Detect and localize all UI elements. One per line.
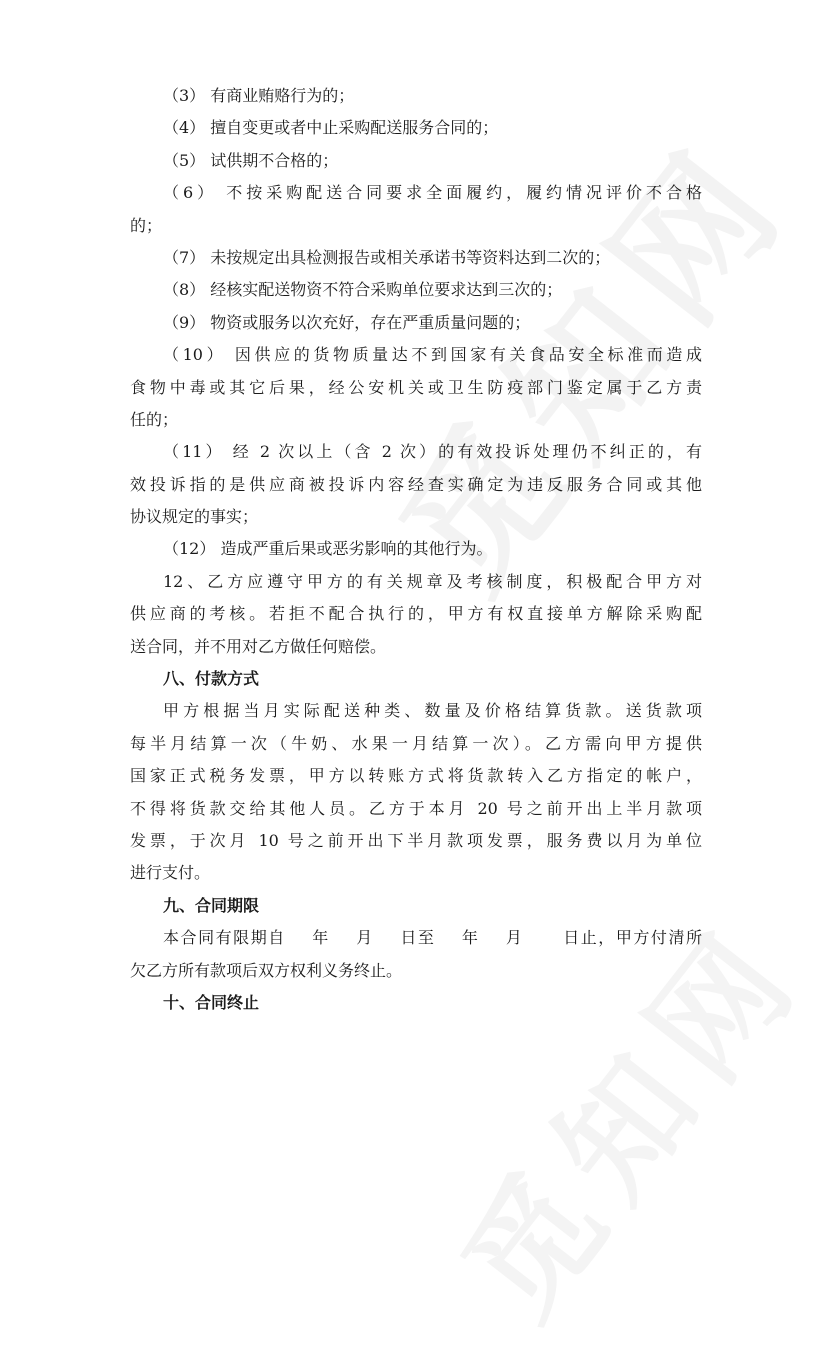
item-12-line-2: 供应商的考核。若拒不配合执行的，甲方有权直接单方解除采购配 [130, 604, 702, 624]
section-heading-payment: 八、付款方式 [163, 669, 260, 689]
clause-12: （12） 造成严重后果或恶劣影响的其他行为。 [163, 539, 493, 559]
payment-line-1: 甲方根据当月实际配送种类、数量及价格结算货款。送货款项 [163, 701, 702, 721]
clause-11-line-2: 效投诉指的是供应商被投诉内容经查实确定为违反服务合同或其他 [130, 474, 702, 494]
clause-4: （4） 擅自变更或者中止采购配送服务合同的； [163, 118, 499, 138]
contract-text [130, 80, 702, 1019]
clause-5: （5） 试供期不合格的； [163, 150, 339, 170]
clause-3: （3） 有商业贿赂行为的； [163, 86, 355, 105]
clause-11-line-3: 协议规定的事实； [130, 507, 259, 527]
section-heading-term: 九、合同期限 [163, 895, 260, 915]
clause-10-line-2: 食物中毒或其它后果，经公安机关或卫生防疫部门鉴定属于乙方责 [130, 377, 702, 397]
term-line-1: 本合同有限期自 年 月 日至 年 月 日止，甲方付清所 [163, 928, 702, 948]
clause-6-line-1: （6） 不按采购配送合同要求全面履约，履约情况评价不合格 [163, 183, 702, 203]
clause-9: （9） 物资或服务以次充好，存在严重质量问题的； [163, 312, 531, 332]
clause-6-line-2: 的； [130, 215, 163, 235]
payment-line-2: 每半月结算一次（牛奶、水果一月结算一次）。乙方需向甲方提供 [130, 733, 702, 753]
clause-10-line-1: （10） 因供应的货物质量达不到国家有关食品安全标准而造成 [163, 345, 702, 365]
payment-line-5: 发票，于次月 10 号之前开出下半月款项发票，服务费以月为单位 [130, 830, 702, 850]
payment-line-4: 不得将货款交给其他人员。乙方于本月 20 号之前开出上半月款项 [130, 798, 702, 818]
item-12-line-1: 12、乙方应遵守甲方的有关规章及考核制度，积极配合甲方对 [163, 571, 702, 591]
clause-11-line-1: （11） 经 2 次以上（含 2 次）的有效投诉处理仍不纠正的，有 [163, 442, 702, 462]
payment-line-6: 进行支付。 [130, 863, 211, 883]
term-line-2: 欠乙方所有款项后双方权利义务终止。 [130, 960, 403, 980]
clause-8: （8） 经核实配送物资不符合采购单位要求达到三次的； [163, 280, 563, 300]
payment-line-3: 国家正式税务发票，甲方以转账方式将货款转入乙方指定的帐户， [130, 766, 702, 786]
item-12-line-3: 送合同，并不用对乙方做任何赔偿。 [130, 636, 387, 656]
clause-10-line-3: 任的； [130, 409, 179, 429]
section-heading-termination: 十、合同终止 [163, 992, 260, 1012]
clause-7: （7） 未按规定出具检测报告或相关承诺书等资料达到二次的； [163, 247, 611, 267]
